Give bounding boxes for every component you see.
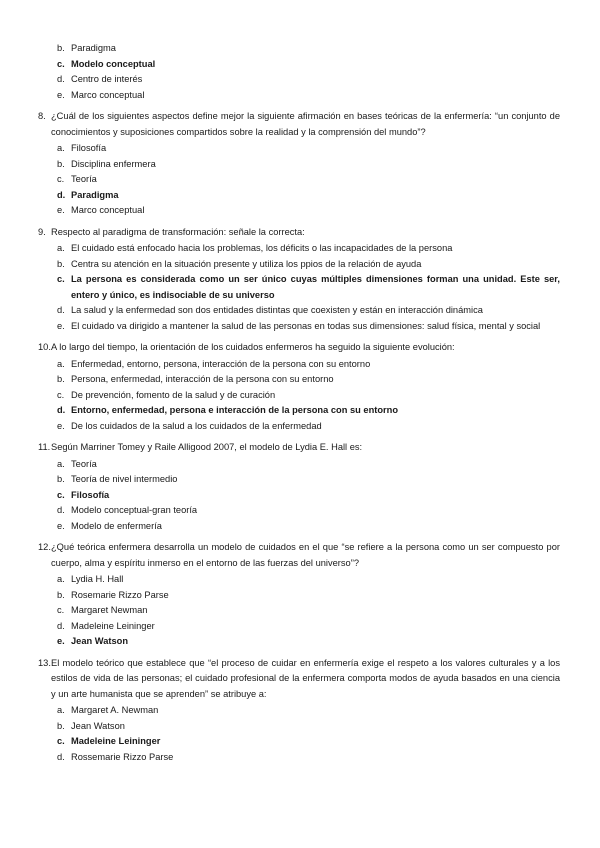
option-a <box>57 357 560 373</box>
option-text: Enfermedad, entorno, persona, interacción de la persona con su entorno <box>71 358 371 369</box>
option-letter: d. <box>57 74 65 84</box>
option-letter: d. <box>57 405 66 415</box>
option-c-correct <box>57 488 560 504</box>
options-list <box>57 141 560 219</box>
option-letter: e. <box>57 520 65 531</box>
question-number: 12. <box>38 542 51 552</box>
option-e <box>57 419 560 435</box>
option-text: Entorno, enfermedad, persona e interacción de la persona con su entorno <box>71 405 399 415</box>
question-8 <box>38 109 560 219</box>
options-list <box>57 357 560 435</box>
option-letter: c. <box>57 274 65 284</box>
option-text: Teoría <box>71 458 97 469</box>
option-letter: c. <box>57 58 65 69</box>
document-page <box>0 40 600 765</box>
option-letter: a. <box>57 705 65 715</box>
option-letter: d. <box>57 620 65 631</box>
option-b <box>57 41 560 57</box>
options-list <box>57 41 560 103</box>
option-text: Marco conceptual <box>71 89 145 100</box>
option-a <box>57 572 560 588</box>
option-d <box>57 619 560 635</box>
option-text: Madeleine Leininger <box>71 736 161 746</box>
option-text: De los cuidados de la salud a los cuidados de la enfermedad <box>71 420 322 431</box>
question-stem: Según Marriner Tomey y Raile Alligood 2007, el modelo de Lydia E. Hall es: <box>51 442 363 452</box>
option-letter: a. <box>57 458 65 469</box>
option-d <box>57 750 560 766</box>
option-text: La persona es considerada como un ser único cuyas múltiples dimensiones forman una unidad. Este ser, entero y único, es indisociable de su universo <box>71 274 560 300</box>
question-11 <box>38 440 560 534</box>
option-letter: c. <box>57 736 65 746</box>
option-letter: b. <box>57 589 65 600</box>
question-text <box>38 109 560 140</box>
option-text: Margaret A. Newman <box>71 705 159 715</box>
option-letter: e. <box>57 636 65 646</box>
option-c-correct <box>57 57 560 73</box>
option-c-correct <box>57 734 560 750</box>
option-text: Centro de interés <box>71 74 143 84</box>
option-letter: c. <box>57 389 65 400</box>
option-letter: b. <box>57 720 65 731</box>
option-b <box>57 257 560 273</box>
option-d <box>57 72 560 88</box>
option-c <box>57 603 560 619</box>
question-stem: ¿Cuál de los siguientes aspectos define mejor la siguiente afirmación en bases teóricas de la enfermería: “un conjunto de conocimientos y suposiciones compartidos sobre la realidad y la comprensión del mundo”? <box>51 111 560 137</box>
option-letter: a. <box>57 358 65 369</box>
option-text: El cuidado va dirigido a mantener la salud de las personas en todas sus dimensiones: salud física, mental y social <box>71 320 541 331</box>
option-text: Modelo conceptual-gran teoría <box>71 505 198 515</box>
option-a <box>57 457 560 473</box>
option-text: Jean Watson <box>71 636 128 646</box>
option-letter: d. <box>57 305 65 315</box>
options-list <box>57 241 560 334</box>
option-text: Persona, enfermedad, interacción de la persona con su entorno <box>71 374 334 384</box>
option-text: Rossemarie Rizzo Parse <box>71 751 174 762</box>
question-number: 8. <box>38 111 46 121</box>
option-text: Lydia H. Hall <box>71 574 124 584</box>
option-d-correct <box>57 188 560 204</box>
option-letter: b. <box>57 158 65 169</box>
option-e <box>57 203 560 219</box>
option-text: Paradigma <box>71 43 116 53</box>
option-e <box>57 88 560 104</box>
option-text: Filosofía <box>71 489 110 500</box>
option-b <box>57 719 560 735</box>
option-letter: e. <box>57 89 65 100</box>
option-letter: a. <box>57 143 65 153</box>
option-letter: d. <box>57 189 66 200</box>
option-letter: d. <box>57 505 65 515</box>
option-letter: b. <box>57 43 65 53</box>
options-list <box>57 457 560 535</box>
option-text: Jean Watson <box>71 720 125 731</box>
options-list <box>57 572 560 650</box>
option-text: La salud y la enfermedad son dos entidades distintas que coexisten y están en interacción dinámica <box>71 305 483 315</box>
option-text: Centra su atención en la situación presente y utiliza los ppios de la relación de ayuda <box>71 258 422 269</box>
option-b <box>57 472 560 488</box>
question-number: 11. <box>38 442 51 452</box>
option-a <box>57 703 560 719</box>
option-text: Disciplina enfermera <box>71 158 156 169</box>
option-text: Paradigma <box>71 189 119 200</box>
option-letter: b. <box>57 474 65 484</box>
option-letter: a. <box>57 243 65 253</box>
option-letter: d. <box>57 751 65 762</box>
option-text: El cuidado está enfocado hacia los problemas, los déficits o las incapacidades de la persona <box>71 243 453 253</box>
option-text: Teoría <box>71 174 97 184</box>
option-e <box>57 319 560 335</box>
question-text <box>38 440 560 456</box>
question-text <box>38 656 560 703</box>
option-c <box>57 172 560 188</box>
options-list <box>57 703 560 765</box>
option-b <box>57 588 560 604</box>
option-text: Modelo de enfermería <box>71 520 162 531</box>
option-letter: e. <box>57 420 65 431</box>
option-text: Madeleine Leininger <box>71 620 155 631</box>
option-b <box>57 157 560 173</box>
option-letter: c. <box>57 174 65 184</box>
question-stem: A lo largo del tiempo, la orientación de los cuidados enfermeros ha seguido la siguiente evolución: <box>51 342 455 352</box>
question-text <box>38 340 560 356</box>
question-12 <box>38 540 560 650</box>
option-text: De prevención, fomento de la salud y de curación <box>71 389 276 400</box>
option-letter: a. <box>57 574 65 584</box>
option-letter: b. <box>57 258 65 269</box>
question-text <box>38 540 560 571</box>
question-13 <box>38 656 560 766</box>
option-c <box>57 388 560 404</box>
question-number: 9. <box>38 226 46 237</box>
option-a <box>57 141 560 157</box>
question-stem: Respecto al paradigma de transformación: señale la correcta: <box>51 226 305 237</box>
question-7-continued <box>38 41 560 103</box>
option-letter: c. <box>57 489 65 500</box>
question-number: 13. <box>38 657 51 668</box>
option-d <box>57 303 560 319</box>
option-letter: e. <box>57 320 65 331</box>
option-b <box>57 372 560 388</box>
question-10 <box>38 340 560 434</box>
option-letter: e. <box>57 205 65 215</box>
option-e <box>57 519 560 535</box>
option-text: Margaret Newman <box>71 605 148 615</box>
question-text <box>38 225 560 241</box>
question-stem: ¿Qué teórica enfermera desarrolla un modelo de cuidados en el que “se refiere a la persona como un ser compuesto por cuerpo, alma y espíritu inmerso en el entorno de las fuerzas del universo”? <box>51 542 560 568</box>
option-text: Teoría de nivel intermedio <box>71 474 178 484</box>
option-text: Filosofía <box>71 143 107 153</box>
question-number: 10. <box>38 342 51 352</box>
option-letter: b. <box>57 374 65 384</box>
option-c-correct <box>57 272 560 303</box>
question-9 <box>38 225 560 335</box>
option-d-correct <box>57 403 560 419</box>
option-text: Marco conceptual <box>71 205 145 215</box>
question-stem: El modelo teórico que establece que “el proceso de cuidar en enfermería exige el respeto a los valores culturales y a los estilos de vida de las personas; el cuidado profesional de la enfermera comporta modos de ayuda basados en una ciencia y un arte humanista que se aprenden” se atribuye a: <box>51 657 560 699</box>
option-letter: c. <box>57 605 65 615</box>
option-text: Rosemarie Rizzo Parse <box>71 589 169 600</box>
option-text: Modelo conceptual <box>71 58 156 69</box>
option-d <box>57 503 560 519</box>
option-a <box>57 241 560 257</box>
option-e-correct <box>57 634 560 650</box>
